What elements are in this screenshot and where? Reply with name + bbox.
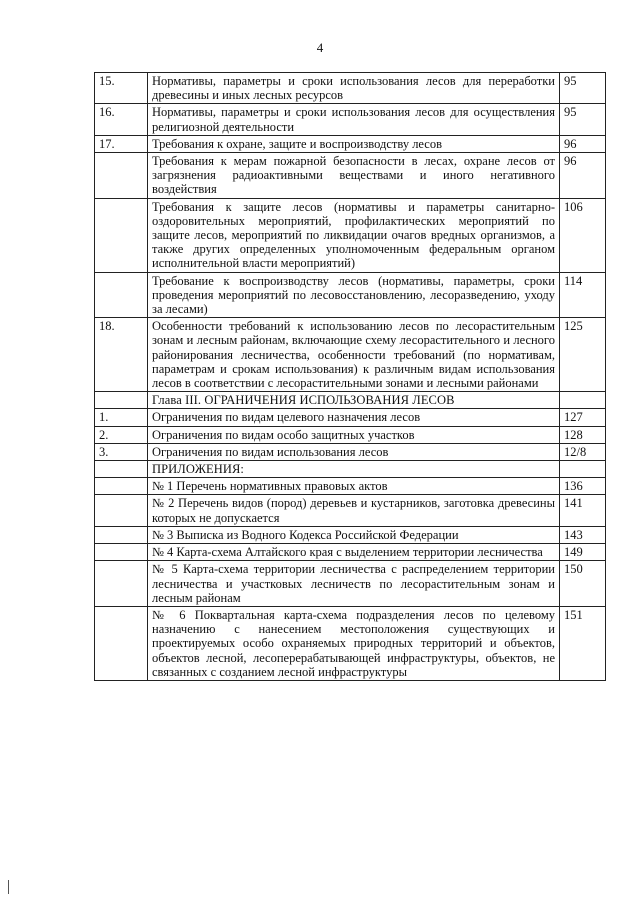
item-number: 2. [95, 426, 148, 443]
section-heading: ПРИЛОЖЕНИЯ: [148, 461, 560, 478]
item-number [95, 392, 148, 409]
item-title: Ограничения по видам особо защитных участков [148, 426, 560, 443]
item-page-number: 114 [560, 272, 606, 318]
item-number [95, 544, 148, 561]
item-number: 15. [95, 73, 148, 104]
item-title: Нормативы, параметры и сроки использования лесов для переработки древесины и иных лесных ресурсов [148, 73, 560, 104]
item-title: Нормативы, параметры и сроки использования лесов для осуществления религиозной деятельности [148, 104, 560, 135]
item-page-number: 151 [560, 606, 606, 680]
page-number: 4 [316, 40, 324, 55]
item-title: № 4 Карта-схема Алтайского края с выделением территории лесничества [148, 544, 560, 561]
item-page-number: 143 [560, 526, 606, 543]
contents-row [95, 606, 606, 680]
item-page-number: 125 [560, 318, 606, 392]
item-title: № 6 Поквартальная карта-схема подразделения лесов по целевому назначению с нанесением местоположения существующих и проектируемых особо охраняемых природных территорий и объектов, объектов лесной, лесоперерабатывающей инфраструктуры, объектов, не связанных с созданием лесной инфраструктуры [148, 606, 560, 680]
item-title: Особенности требований к использованию лесов по лесорастительным зонам и лесным районам, включающие схему лесорастительного и лесного районирования лесничества, особенности требований (по нормативам, параметрам и срокам использования) к различным видам использования лесов в соответствии с лесорастительными зонами и лесными районами [148, 318, 560, 392]
item-page-number [560, 392, 606, 409]
item-page-number: 95 [560, 73, 606, 104]
contents-row [95, 409, 606, 426]
item-title: № 1 Перечень нормативных правовых актов [148, 478, 560, 495]
contents-row [95, 318, 606, 392]
item-title: № 2 Перечень видов (пород) деревьев и кустарников, заготовка древесины которых не допускается [148, 495, 560, 526]
contents-row [95, 426, 606, 443]
item-number [95, 526, 148, 543]
item-number: 17. [95, 135, 148, 152]
item-number [95, 561, 148, 607]
contents-row [95, 478, 606, 495]
item-title: Требования к защите лесов (нормативы и параметры санитарно-оздоровительных мероприятий, профилактических мероприятий по защите лесов, мероприятий по ликвидации очагов вредных организмов, а также других определенных уполномоченным федеральным органом исполнительной власти мероприятий) [148, 198, 560, 272]
item-title: Ограничения по видам целевого назначения лесов [148, 409, 560, 426]
item-page-number: 96 [560, 153, 606, 199]
contents-table-body [95, 73, 606, 681]
contents-row [95, 443, 606, 460]
item-title: Требования к охране, защите и воспроизводству лесов [148, 135, 560, 152]
section-heading: Глава III. ОГРАНИЧЕНИЯ ИСПОЛЬЗОВАНИЯ ЛЕСОВ [148, 392, 560, 409]
item-page-number: 96 [560, 135, 606, 152]
contents-row [95, 73, 606, 104]
section-heading-row [95, 392, 606, 409]
contents-row [95, 495, 606, 526]
item-page-number: 12/8 [560, 443, 606, 460]
item-number: 16. [95, 104, 148, 135]
item-title: № 3 Выписка из Водного Кодекса Российской Федерации [148, 526, 560, 543]
item-number [95, 272, 148, 318]
contents-row [95, 561, 606, 607]
margin-mark [8, 880, 9, 894]
contents-row [95, 104, 606, 135]
item-page-number [560, 461, 606, 478]
item-title: Требования к мерам пожарной безопасности в лесах, охране лесов от загрязнения радиоактивными веществами и иного негативного воздействия [148, 153, 560, 199]
item-number [95, 153, 148, 199]
item-page-number: 95 [560, 104, 606, 135]
item-page-number: 150 [560, 561, 606, 607]
item-number: 3. [95, 443, 148, 460]
item-title: Требование к воспроизводству лесов (нормативы, параметры, сроки проведения мероприятий по лесовосстановлению, лесоразведению, уходу за лесами) [148, 272, 560, 318]
contents-row [95, 544, 606, 561]
item-page-number: 127 [560, 409, 606, 426]
item-title: № 5 Карта-схема территории лесничества с распределением территории лесничества и участковых лесничеств по лесорастительным зонам и лесным районам [148, 561, 560, 607]
item-number [95, 606, 148, 680]
item-title: Ограничения по видам использования лесов [148, 443, 560, 460]
contents-row [95, 272, 606, 318]
item-page-number: 141 [560, 495, 606, 526]
item-number [95, 478, 148, 495]
item-number [95, 198, 148, 272]
contents-table [94, 72, 606, 681]
section-heading-row [95, 461, 606, 478]
item-number [95, 495, 148, 526]
item-number: 1. [95, 409, 148, 426]
item-number [95, 461, 148, 478]
contents-row [95, 526, 606, 543]
item-page-number: 106 [560, 198, 606, 272]
contents-row [95, 198, 606, 272]
contents-row [95, 153, 606, 199]
item-number: 18. [95, 318, 148, 392]
contents-row [95, 135, 606, 152]
item-page-number: 136 [560, 478, 606, 495]
item-page-number: 128 [560, 426, 606, 443]
item-page-number: 149 [560, 544, 606, 561]
